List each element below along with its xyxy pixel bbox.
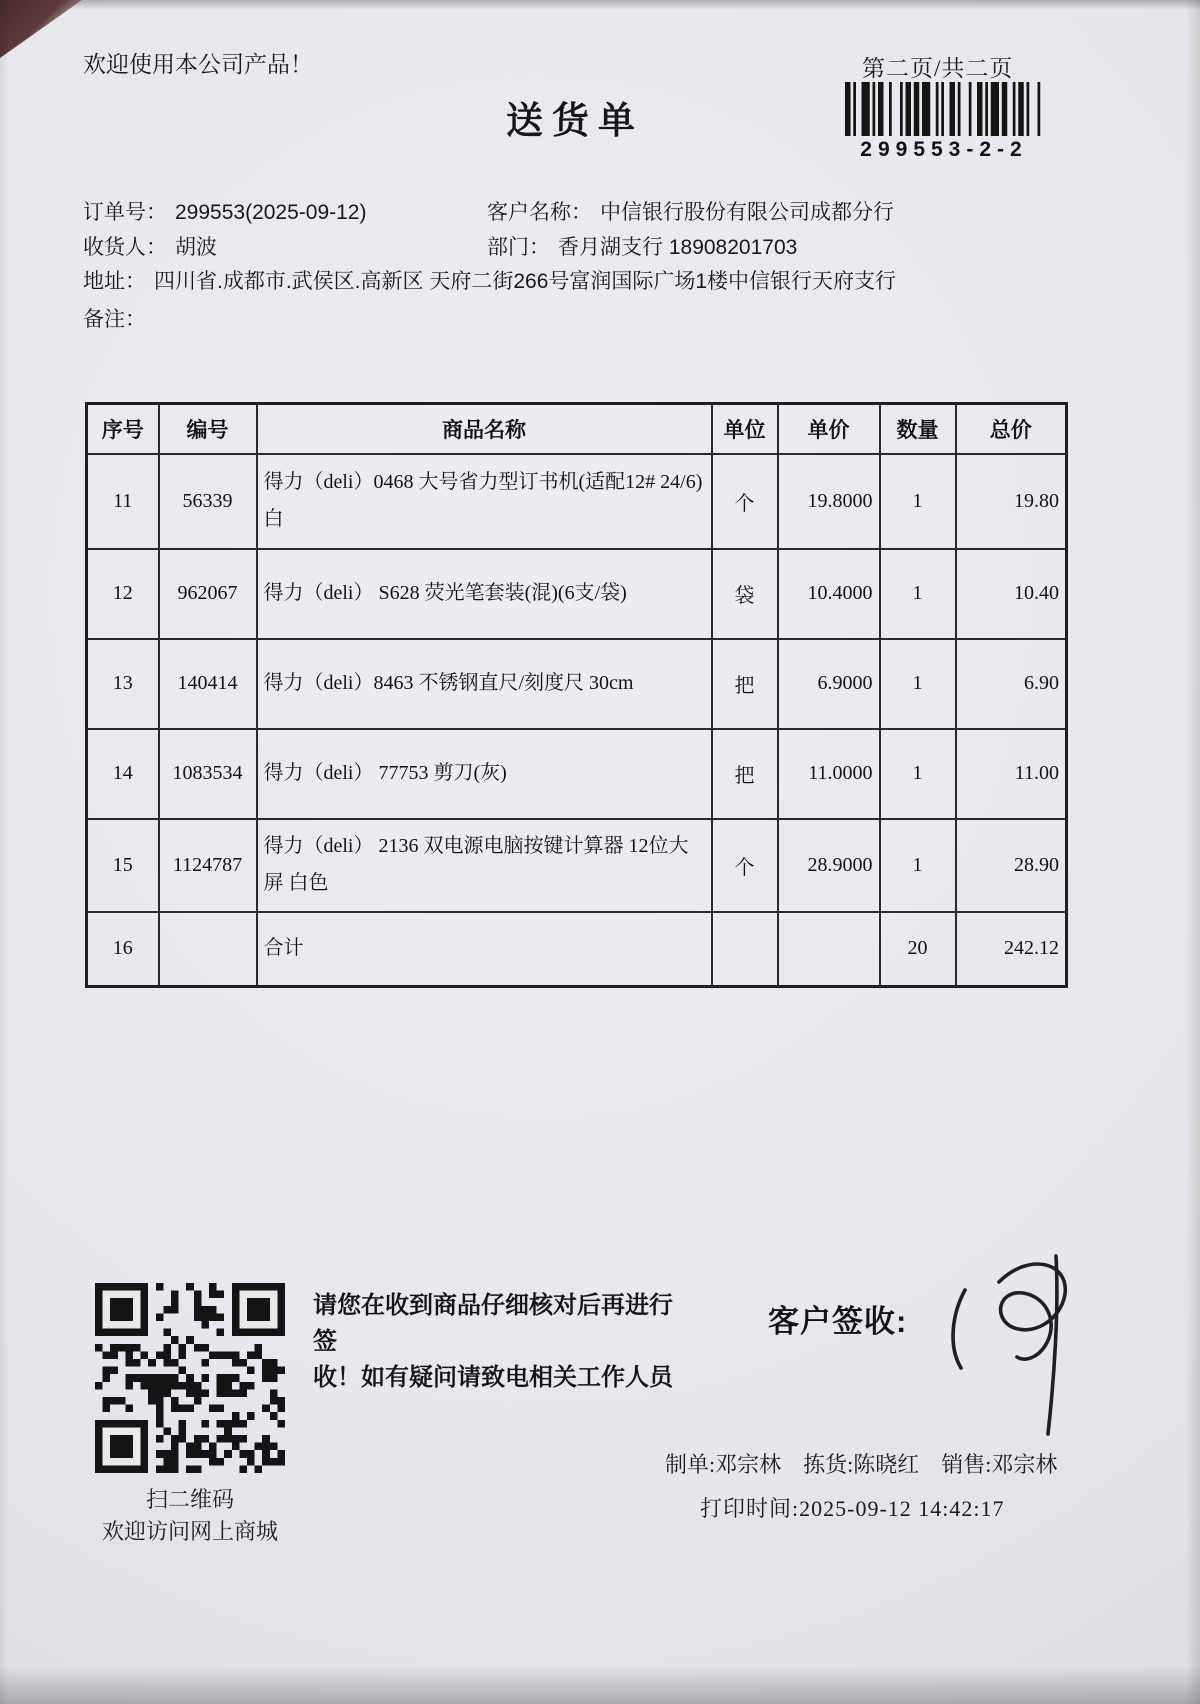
signature-notice-line1: 请您在收到商品仔细核对后再进行签 — [313, 1292, 673, 1355]
cell-name: 得力（deli）0468 大号省力型订书机(适配12# 24/6)白 — [257, 454, 712, 549]
cell-total: 28.90 — [956, 819, 1067, 912]
department-row — [487, 231, 797, 261]
cell-unit: 个 — [712, 819, 778, 912]
cell-qty: 1 — [880, 454, 956, 549]
cell-seq: 15 — [87, 819, 159, 912]
cell-unit — [712, 912, 778, 987]
table-total-row — [87, 912, 1067, 987]
cell-seq: 14 — [87, 729, 159, 819]
signature-notice-line2: 收！如有疑问请致电相关工作人员 — [313, 1364, 673, 1391]
customer-signature — [935, 1248, 1110, 1443]
department-label: 部门： — [487, 236, 550, 259]
customer-value: 中信银行股份有限公司成都分行 — [600, 201, 894, 224]
cell-name: 得力（deli）8463 不锈钢直尺/刻度尺 30cm — [257, 639, 712, 729]
barcode-number: 299553-2-2 — [860, 138, 1028, 161]
cell-code: 56339 — [159, 454, 257, 549]
cell-name: 得力（deli） 2136 双电源电脑按键计算器 12位大屏 白色 — [257, 819, 712, 912]
photo-left-edge-shadow — [0, 0, 9, 1704]
qr-code-graphic — [95, 1283, 285, 1473]
signature-notice — [313, 1288, 693, 1396]
customer-sign-label: 客户签收: — [768, 1304, 908, 1339]
cell-unit: 袋 — [712, 549, 778, 639]
customer-label: 客户名称： — [487, 201, 592, 224]
cell-code: 1083534 — [159, 729, 257, 819]
page-indicator: 第二页/共二页 — [862, 56, 1014, 81]
address-value: 四川省.成都市.武侯区.高新区 天府二街266号富润国际广场1楼中信银行天府支行 — [154, 270, 897, 293]
cell-unit: 把 — [712, 639, 778, 729]
address-label: 地址： — [83, 270, 146, 293]
remark-row — [83, 303, 154, 333]
table-row — [87, 819, 1067, 912]
cell-total: 10.40 — [956, 549, 1067, 639]
table-row — [87, 549, 1067, 639]
cell-total: 6.90 — [956, 639, 1067, 729]
order-number-label: 订单号： — [83, 201, 167, 224]
cell-price — [778, 912, 880, 987]
cell-qty: 1 — [880, 639, 956, 729]
order-number-value: 299553(2025-09-12) — [175, 201, 367, 224]
cell-name: 得力（deli） S628 荧光笔套装(混)(6支/袋) — [257, 549, 712, 639]
print-time: 打印时间:2025-09-12 14:42:17 — [700, 1496, 1005, 1521]
header-code: 编号 — [159, 404, 257, 454]
goods-table — [85, 402, 1068, 988]
cell-price: 28.9000 — [778, 819, 880, 912]
photo-corner-artifact — [0, 0, 82, 58]
cell-total: 11.00 — [956, 729, 1067, 819]
department-value: 香月湖支行 18908201703 — [558, 236, 798, 259]
receiver-value: 胡波 — [175, 236, 217, 259]
header-unit: 单位 — [712, 404, 778, 454]
header-total: 总价 — [956, 404, 1067, 454]
cell-seq: 12 — [87, 549, 159, 639]
cell-qty: 20 — [880, 912, 956, 987]
cell-qty: 1 — [880, 819, 956, 912]
customer-row — [487, 196, 894, 226]
receiver-label: 收货人： — [83, 236, 167, 259]
cell-unit: 把 — [712, 729, 778, 819]
barcode — [845, 82, 1043, 162]
table-row — [87, 454, 1067, 549]
cell-code: 140414 — [159, 639, 257, 729]
photo-top-edge-shadow — [0, 0, 1200, 10]
cell-code: 962067 — [159, 549, 257, 639]
cell-name: 得力（deli） 77753 剪刀(灰) — [257, 729, 712, 819]
cell-seq: 13 — [87, 639, 159, 729]
receiver-row — [83, 231, 217, 261]
cell-price: 6.9000 — [778, 639, 880, 729]
remark-label: 备注： — [83, 308, 146, 331]
staff-line: 制单:邓宗林 拣货:陈晓红 销售:邓宗林 — [665, 1452, 1057, 1477]
document-title: 送货单 — [506, 100, 644, 141]
qr-code — [95, 1283, 285, 1473]
address-row — [83, 265, 896, 295]
photo-right-edge-shadow — [1186, 0, 1200, 1704]
table-header-row — [87, 404, 1067, 454]
cell-name: 合计 — [257, 912, 712, 987]
qr-caption-line1: 扫二维码 — [145, 1487, 234, 1512]
cell-total: 242.12 — [956, 912, 1067, 987]
cell-code — [159, 912, 257, 987]
barcode-bars-graphic — [845, 82, 1043, 136]
qr-caption-line2: 欢迎访问网上商城 — [101, 1519, 278, 1544]
header-qty: 数量 — [880, 404, 956, 454]
cell-price: 11.0000 — [778, 729, 880, 819]
header-price: 单价 — [778, 404, 880, 454]
cell-seq: 11 — [87, 454, 159, 549]
cell-price: 10.4000 — [778, 549, 880, 639]
table-row — [87, 639, 1067, 729]
table-row — [87, 729, 1067, 819]
cell-price: 19.8000 — [778, 454, 880, 549]
cell-unit: 个 — [712, 454, 778, 549]
photo-bottom-edge-shadow — [0, 1666, 1200, 1704]
cell-qty: 1 — [880, 729, 956, 819]
cell-seq: 16 — [87, 912, 159, 987]
header-name: 商品名称 — [257, 404, 712, 454]
cell-qty: 1 — [880, 549, 956, 639]
cell-code: 1124787 — [159, 819, 257, 912]
cell-total: 19.80 — [956, 454, 1067, 549]
welcome-text: 欢迎使用本公司产品！ — [83, 52, 313, 77]
header-seq: 序号 — [87, 404, 159, 454]
order-number-row — [83, 196, 366, 226]
